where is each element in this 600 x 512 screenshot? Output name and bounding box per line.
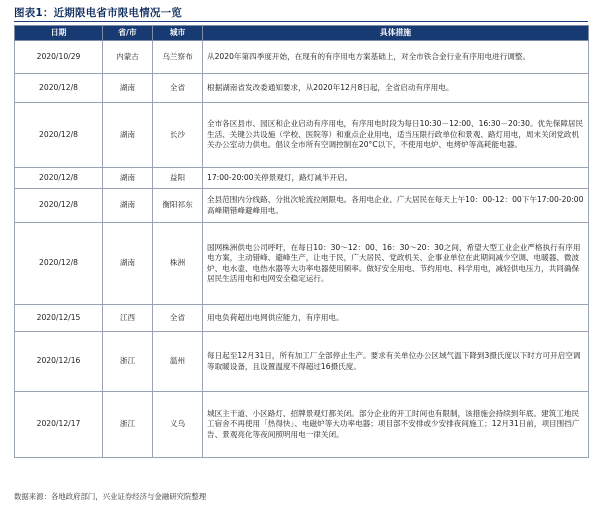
title-divider: [14, 21, 588, 22]
cell-date: 2020/12/15: [15, 305, 103, 332]
cell-city: 乌兰察布: [153, 41, 203, 74]
cell-measure: 全县范围内分线路、分批次轮流拉闸限电。各用电企业、广大居民在每天上午10：00-12：00下午17:00-20:00高峰期错峰避峰用电。: [203, 189, 589, 223]
cell-city: 益阳: [153, 168, 203, 189]
table-header-row: [15, 26, 589, 41]
cell-province: 湖南: [103, 168, 153, 189]
table-row: [15, 103, 589, 168]
cell-date: 2020/10/29: [15, 41, 103, 74]
cell-city: 衡阳祁东: [153, 189, 203, 223]
cell-date: 2020/12/8: [15, 74, 103, 103]
cell-measure: 17:00-20:00关停景观灯，路灯减半开启。: [203, 168, 589, 189]
cell-date: 2020/12/16: [15, 332, 103, 392]
power-restriction-table: [14, 25, 589, 458]
table-row: [15, 332, 589, 392]
header-measure: 具体措施: [203, 26, 589, 41]
cell-date: 2020/12/8: [15, 189, 103, 223]
cell-province: 浙江: [103, 332, 153, 392]
cell-province: 湖南: [103, 103, 153, 168]
cell-province: 湖南: [103, 223, 153, 305]
cell-measure: 城区主干道、小区路灯、招牌景观灯都关闭。部分企业的开工时间也有限制，该措施会持续到年底。建筑工地民工宿舍不再使用「热得快」、电磁炉等大功率电器；项目部不安排或少安排夜间施工；12月31日前，项目围挡广告、景观亮化等夜间照明用电一律关闭。: [203, 392, 589, 458]
cell-city: 义乌: [153, 392, 203, 458]
cell-city: 全省: [153, 305, 203, 332]
table-row: [15, 168, 589, 189]
cell-city: 长沙: [153, 103, 203, 168]
cell-measure: 根据湖南省发改委通知要求，从2020年12月8日起，全省启动有序用电。: [203, 74, 589, 103]
source-note: 数据来源：各地政府部门，兴业证券经济与金融研究院整理: [14, 492, 207, 501]
cell-measure: 每日起至12月31日，所有加工厂全部停止生产。要求有关单位办公区域气温下降到3摄氏度以下时方可开启空调等取暖设备，且设置温度不得超过16摄氏度。: [203, 332, 589, 392]
cell-province: 江西: [103, 305, 153, 332]
cell-measure: 全市各区县市、园区和企业启动有序用电，有序用电时段为每日10:30－12:00、16:30－20:30。优先保障居民生活、关键公共设施（学校、医院等）和重点企业用电，适当压限行政单位和景观、路灯用电，周末关闭党政机关办公室动力供电。倡议全市所有空调控制在20°C以下，不使用电炉、电烤炉等高耗能电器。: [203, 103, 589, 168]
cell-province: 湖南: [103, 189, 153, 223]
cell-province: 内蒙古: [103, 41, 153, 74]
cell-date: 2020/12/8: [15, 168, 103, 189]
header-province: 省/市: [103, 26, 153, 41]
cell-measure: 用电负荷超出电网供应能力，有序用电。: [203, 305, 589, 332]
table-row: [15, 41, 589, 74]
cell-city: 全省: [153, 74, 203, 103]
cell-province: 湖南: [103, 74, 153, 103]
header-date: 日期: [15, 26, 103, 41]
cell-date: 2020/12/8: [15, 223, 103, 305]
cell-date: 2020/12/8: [15, 103, 103, 168]
table-row: [15, 392, 589, 458]
cell-measure: 从2020年第四季度开始，在现有的有序用电方案基础上，对全市铁合金行业有序用电进行调整。: [203, 41, 589, 74]
table-row: [15, 74, 589, 103]
cell-date: 2020/12/17: [15, 392, 103, 458]
table-row: [15, 223, 589, 305]
cell-city: 株洲: [153, 223, 203, 305]
cell-city: 温州: [153, 332, 203, 392]
figure-title: 图表1：近期限电省市限电情况一览: [14, 7, 183, 19]
table-row: [15, 189, 589, 223]
cell-province: 浙江: [103, 392, 153, 458]
cell-measure: 国网株洲供电公司呼吁，在每日10：30～12：00、16：30～20：30之间，希望大型工业企业严格执行有序用电方案，主动错峰、避峰生产，让电于民，广大居民、党政机关、企事业单位在此期间减少空调、电暖器、微波炉、电水壶、电热水器等大功率电器使用频率。做好安全用电、节约用电、科学用电，减轻供电压力，共同确保居民生活用电和电网安全稳定运行。: [203, 223, 589, 305]
header-city: 城市: [153, 26, 203, 41]
table-row: [15, 305, 589, 332]
